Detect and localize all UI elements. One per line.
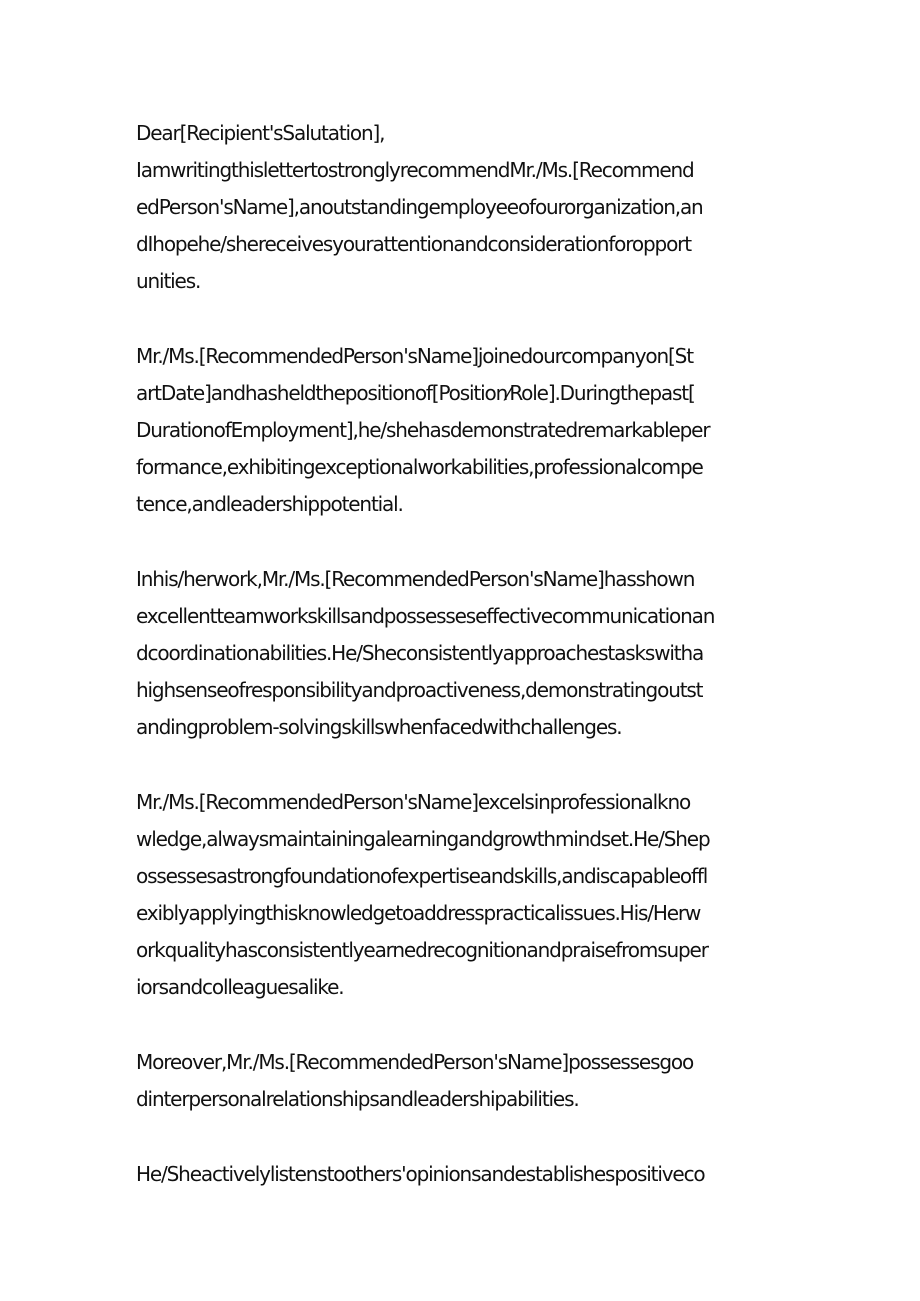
paragraph-line: Inhis/herwork,Mr./Ms.[RecommendedPerson'sName]hasshown: [136, 567, 695, 591]
paragraph-interpersonal: [136, 1044, 796, 1118]
paragraph-spacer: [136, 1006, 796, 1044]
paragraph-line: unities.: [136, 269, 201, 293]
paragraph-line: Moreover,Mr./Ms.[RecommendedPerson'sName]possessesgoo: [136, 1050, 694, 1074]
paragraph-line: iorsandcolleaguesalike.: [136, 975, 344, 999]
paragraph-line: wledge,alwaysmaintainingalearningandgrowthmindset.He/Shep: [136, 827, 710, 851]
paragraph-teamwork: [136, 561, 796, 746]
paragraph-line: IamwritingthislettertostronglyrecommendMr./Ms.[Recommend: [136, 158, 694, 182]
paragraph-line: orkqualityhasconsistentlyearnedrecognitionandpraisefromsuper: [136, 938, 708, 962]
paragraph-spacer: [136, 523, 796, 561]
paragraph-line: dinterpersonalrelationshipsandleadershipabilities.: [136, 1087, 579, 1111]
paragraph-line: highsenseofresponsibilityandproactiveness,demonstratingoutst: [136, 678, 703, 702]
paragraph-line: ossessesastrongfoundationofexpertiseandskills,andiscapableoffl: [136, 864, 708, 888]
paragraph-line: excellentteamworkskillsandpossesseseffectivecommunicationan: [136, 604, 715, 628]
paragraph-line: andingproblem-solvingskillswhenfacedwithchallenges.: [136, 715, 622, 739]
paragraph-line: formance,exhibitingexceptionalworkabilities,professionalcompe: [136, 455, 703, 479]
paragraph-line: edPerson'sName],anoutstandingemployeeofourorganization,an: [136, 195, 703, 219]
paragraph-spacer: [136, 1118, 796, 1156]
paragraph-introduction: [136, 152, 796, 300]
paragraph-knowledge: [136, 784, 796, 1006]
paragraph-line: Mr./Ms.[RecommendedPerson'sName]joinedourcompanyon[St: [136, 344, 693, 368]
paragraph-line: dIhopehe/shereceivesyourattentionandconsiderationforopport: [136, 232, 691, 256]
paragraph-line: exiblyapplyingthisknowledgetoaddresspracticalissues.His/Herw: [136, 901, 701, 925]
salutation: Dear[Recipient'sSalutation],: [136, 121, 385, 145]
paragraph-line: DurationofEmployment],he/shehasdemonstratedremarkableper: [136, 418, 710, 442]
letter-body: [136, 115, 796, 1193]
paragraph-listening: [136, 1156, 796, 1193]
paragraph-spacer: [136, 746, 796, 784]
paragraph-spacer: [136, 300, 796, 338]
paragraph-employment: [136, 338, 796, 523]
paragraph-line: Mr./Ms.[RecommendedPerson'sName]excelsinprofessionalkno: [136, 790, 691, 814]
paragraph-line: tence,andleadershippotential.: [136, 492, 403, 516]
paragraph-line: dcoordinationabilities.He/Sheconsistentlyapproachestaskswitha: [136, 641, 704, 665]
paragraph-line: He/Sheactivelylistenstoothers'opinionsandestablishespositiveco: [136, 1162, 705, 1186]
paragraph-line: artDate]andhasheldthepositionof[Position⁄Role].Duringthepast[: [136, 381, 695, 405]
